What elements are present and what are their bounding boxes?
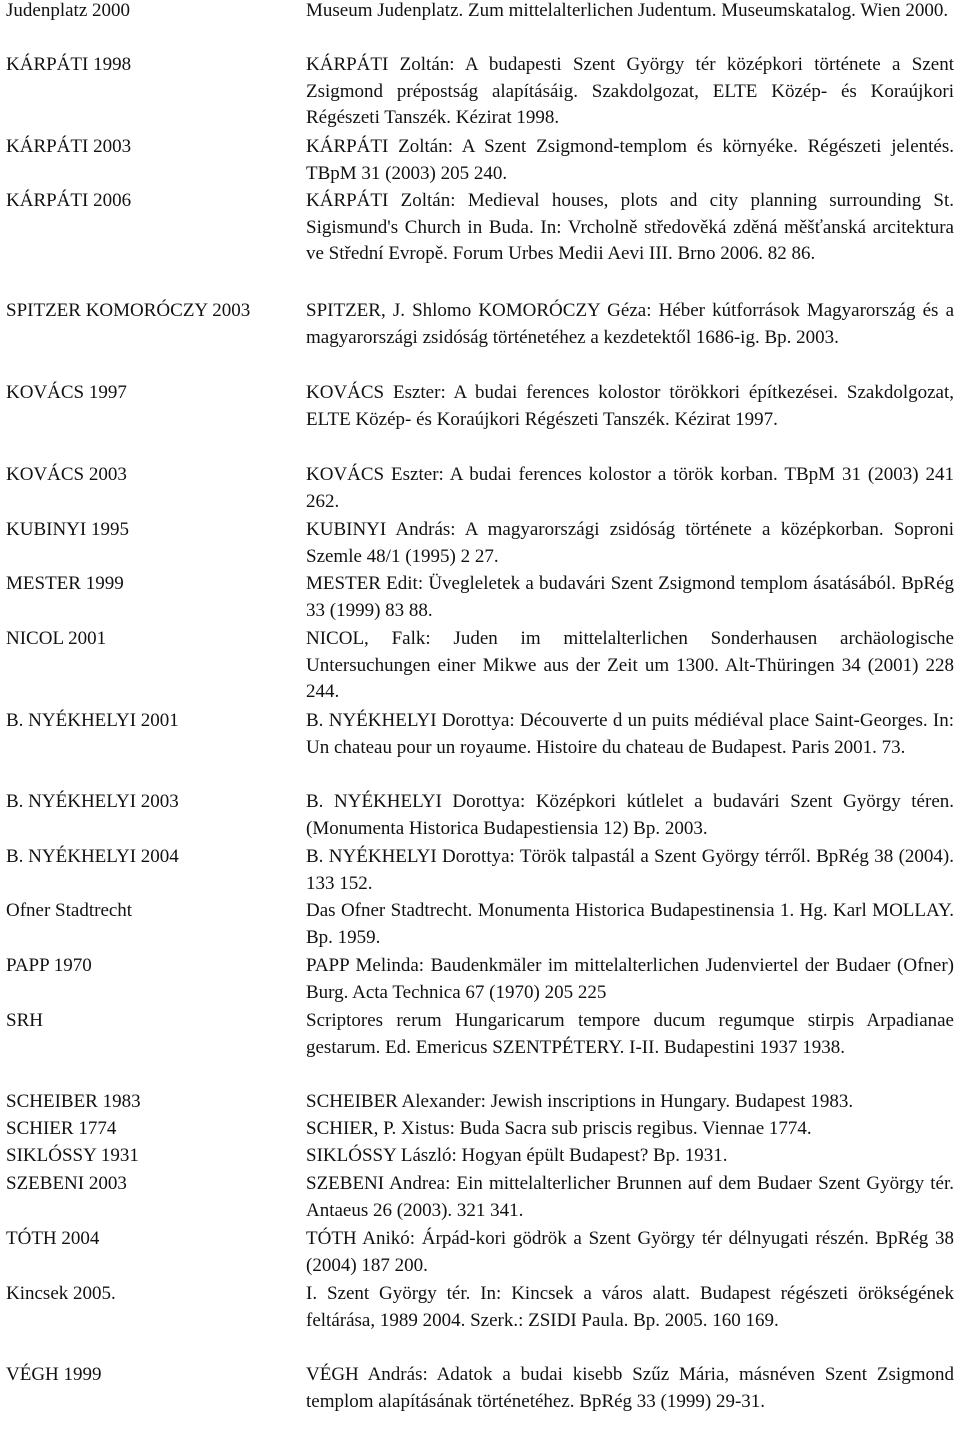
entry-reference: SCHIER, P. Xistus: Buda Sacra sub priscis regibus. Viennae 1774. [306,1118,812,1139]
entry-key: VÉGH 1999 [6,1364,102,1385]
entry-reference: PAPP Melinda: Baudenkmäler im mittelalterlichen Judenviertel der Budaer (Ofner) Burg. Acta Technica 67 (1970) 205 225 [306,955,954,1003]
entry-key: SZEBENI 2003 [6,1173,127,1194]
entry-key: Judenplatz 2000 [6,0,131,21]
entry-key: SRH [6,1010,43,1031]
entry-key: NICOL 2001 [6,628,107,649]
entry-reference: B. NYÉKHELYI Dorottya: Török talpastál a Szent György térről. BpRég 38 (2004). 133 152. [306,846,954,894]
entry-key: SPITZER KOMORÓCZY 2003 [6,300,251,321]
entry-reference: KÁRPÁTI Zoltán: A Szent Zsigmond-templom és környéke. Régészeti jelentés. TBpM 31 (2003) 205 240. [306,136,954,184]
entry-key: KÁRPÁTI 2006 [6,190,132,211]
entry-key: KÁRPÁTI 2003 [6,136,132,157]
entry-key: B. NYÉKHELYI 2004 [6,846,179,867]
entry-reference: KÁRPÁTI Zoltán: A budapesti Szent György tér középkori története a Szent Zsigmond prépostság alapításáig. Szakdolgozat, ELTE Közép- és Koraújkori Régészeti Tanszék. Kézirat 1998. [306,54,954,128]
entry-reference: KOVÁCS Eszter: A budai ferences kolostor a török korban. TBpM 31 (2003) 241 262. [306,464,954,512]
entry-reference: VÉGH András: Adatok a budai kisebb Szűz Mária, másnéven Szent Zsigmond templom alapításának történetéhez. BpRég 33 (1999) 29-31. [306,1364,954,1412]
entry-reference: Museum Judenplatz. Zum mittelalterlichen Judentum. Museumskatalog. Wien 2000. [306,0,949,21]
entry-reference: SCHEIBER Alexander: Jewish inscriptions in Hungary. Budapest 1983. [306,1091,854,1112]
entry-key: SIKLÓSSY 1931 [6,1145,139,1166]
entry-key: Kincsek 2005. [6,1283,116,1304]
entry-key: B. NYÉKHELYI 2003 [6,791,179,812]
entry-reference: SZEBENI Andrea: Ein mittelalterlicher Brunnen auf dem Budaer Szent György tér. Antaeus 26 (2003). 321 341. [306,1173,954,1221]
entry-key: KUBINYI 1995 [6,519,129,540]
entry-key: KOVÁCS 1997 [6,382,127,403]
entry-reference: SPITZER, J. Shlomo KOMORÓCZY Géza: Héber kútforrások Magyarország és a magyarországi zsidóság történetéhez a kezdetektől 1686-ig. Bp. 2003. [306,300,954,348]
entry-reference: B. NYÉKHELYI Dorottya: Középkori kútlelet a budavári Szent György téren. (Monumenta Historica Budapestiensia 12) Bp. 2003. [306,791,954,839]
entry-reference: TÓTH Anikó: Árpád-kori gödrök a Szent György tér délnyugati részén. BpRég 38 (2004) 187 200. [306,1228,954,1276]
entry-key: PAPP 1970 [6,955,92,976]
entry-key: KOVÁCS 2003 [6,464,127,485]
entry-key: TÓTH 2004 [6,1228,100,1249]
entry-key: KÁRPÁTI 1998 [6,54,132,75]
entry-key: SCHIER 1774 [6,1118,117,1139]
entry-reference: B. NYÉKHELYI Dorottya: Découverte d un puits médiéval place Saint-Georges. In: Un chateau pour un royaume. Histoire du chateau de Budapest. Paris 2001. 73. [306,710,954,758]
entry-reference: KUBINYI András: A magyarországi zsidóság története a középkorban. Soproni Szemle 48/1 (1995) 2 27. [306,519,954,567]
entry-reference: MESTER Edit: Üvegleletek a budavári Szent Zsigmond templom ásatásából. BpRég 33 (1999) 83 88. [306,573,954,621]
entry-reference: NICOL, Falk: Juden im mittelalterlichen Sonderhausen archäologische Untersuchungen einer Mikwe aus der Zeit um 1300. Alt-Thüringen 34 (2001) 228 244. [306,628,954,702]
entry-reference: Das Ofner Stadtrecht. Monumenta Historica Budapestinensia 1. Hg. Karl MOLLAY. Bp. 1959. [306,900,954,948]
entry-key: SCHEIBER 1983 [6,1091,141,1112]
entry-reference: I. Szent György tér. In: Kincsek a város alatt. Budapest régészeti örökségének feltárása, 1989 2004. Szerk.: ZSIDI Paula. Bp. 2005. 160 169. [306,1283,954,1331]
entry-reference: KOVÁCS Eszter: A budai ferences kolostor törökkori építkezései. Szakdolgozat, ELTE Közép- és Koraújkori Régészeti Tanszék. Kézirat 1997. [306,382,954,430]
entry-reference: Scriptores rerum Hungaricarum tempore ducum regumque stirpis Arpadianae gestarum. Ed. Emericus SZENTPÉTERY. I-II. Budapestini 1937 1938. [306,1010,954,1058]
entry-key: Ofner Stadtrecht [6,900,133,921]
entry-key: B. NYÉKHELYI 2001 [6,710,179,731]
entry-key: MESTER 1999 [6,573,124,594]
entry-reference: KÁRPÁTI Zoltán: Medieval houses, plots and city planning surrounding St. Sigismund's Church in Buda. In: Vrcholně středověká zděná měšťanská arcitektura ve Střední Evropě. Forum Urbes Medii Aevi III. Brno 2006. 82 86. [306,190,954,264]
entry-reference: SIKLÓSSY László: Hogyan épült Budapest? Bp. 1931. [306,1145,728,1166]
